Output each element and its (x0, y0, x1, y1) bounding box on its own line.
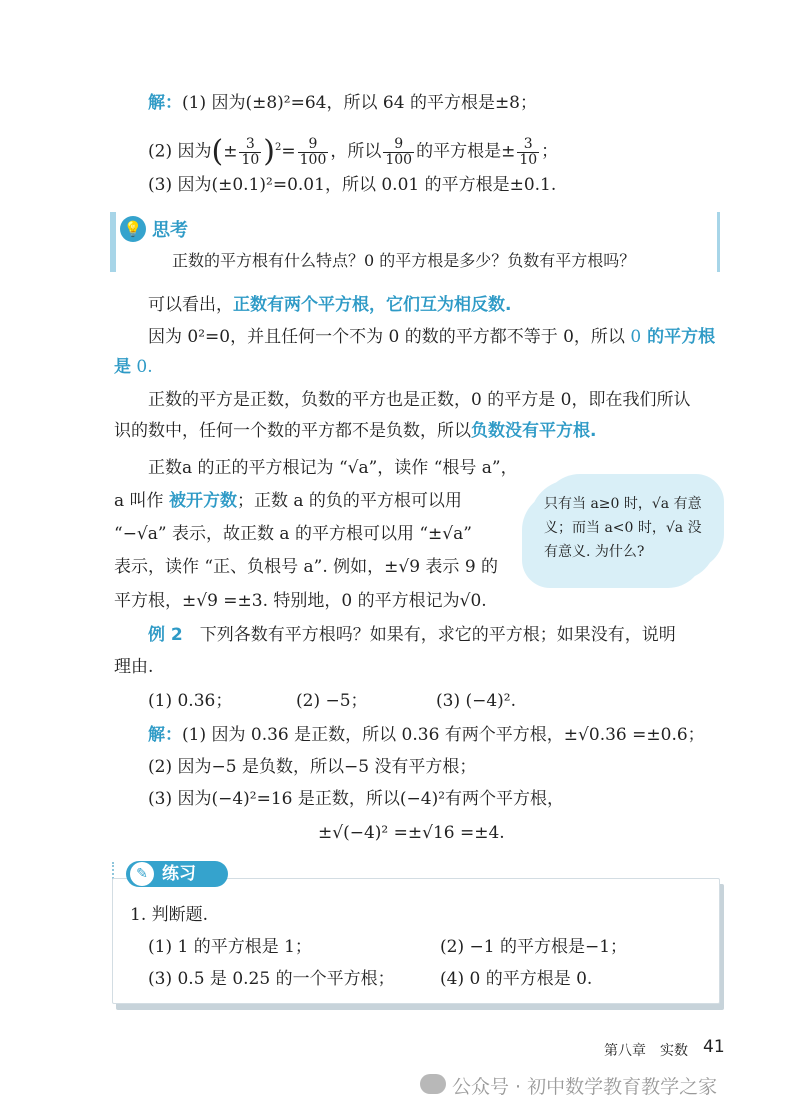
fraction-9-100-b: $\frac{9}{100}$ (385, 135, 413, 168)
practice-item-2: (2) −1 的平方根是−1； (440, 937, 628, 957)
practice-title: 练习 (162, 864, 196, 884)
think-box (110, 212, 720, 272)
chapter-label: 第八章 实数 (604, 1043, 688, 1059)
solution-label: 解： (148, 93, 182, 113)
example2-line1: 例 2 下列各数有平方根吗？如果有，求它的平方根；如果没有，说明 (148, 625, 676, 645)
para-2b: 是 0. (114, 357, 153, 377)
para-4c: “−√a” 表示，故正数 a 的平方根可以用 “±√a” (114, 524, 472, 544)
practice-question: 1. 判断题. (130, 905, 209, 925)
pencil-icon: ✎ (130, 862, 154, 886)
practice-item-1: (1) 1 的平方根是 1； (148, 937, 312, 957)
think-bar (110, 212, 116, 272)
example2-line2: 理由. (114, 657, 154, 677)
practice-item-3: (3) 0.5 是 0.25 的一个平方根； (148, 969, 395, 989)
example2-item-2: (2) −5； (296, 691, 368, 711)
practice-item-4: (4) 0 的平方根是 0. (440, 969, 593, 989)
note-text: 只有当 a≥0 时，√a 有意义；而当 a<0 时，√a 没有意义. 为什么? (544, 496, 702, 560)
watermark: 公众号 · 初中数学教育教学之家 (452, 1076, 718, 1098)
para-1: 可以看出，正数有两个平方根，它们互为相反数. (148, 295, 512, 315)
example-label: 例 2 (148, 625, 183, 645)
para-4b: a 叫作 被开方数；正数 a 的负的平方根可以用 (114, 491, 462, 511)
example2-item-1: (1) 0.36； (148, 691, 233, 711)
fraction-3-10: $\frac{3}{10}$ (241, 135, 260, 168)
wechat-icon (420, 1074, 446, 1094)
solution1-line1: 解：(1) 因为(±8)²=64，所以 64 的平方根是±8； (148, 93, 537, 113)
think-title: 思考 (152, 220, 188, 241)
example2-sol1: 解：(1) 因为 0.36 是正数，所以 0.36 有两个平方根，±√0.36 =±0.6； (148, 725, 705, 745)
para-4e: 平方根，±√9 =±3. 特别地，0 的平方根记为√0. (114, 591, 487, 611)
lightbulb-icon: 💡 (120, 216, 146, 242)
para-4a: 正数a 的正的平方根记为 “√a”，读作 “根号 a”， (148, 458, 518, 478)
para-2a: 因为 0²=0，并且任何一个不为 0 的数的平方都不等于 0，所以 0 的平方根 (148, 327, 716, 347)
example2-sol3: (3) 因为(−4)²=16 是正数，所以(−4)²有两个平方根， (148, 789, 565, 809)
solution1-line3: (3) 因为(±0.1)²=0.01，所以 0.01 的平方根是±0.1. (148, 175, 557, 195)
fraction-9-100: $\frac{9}{100}$ (299, 135, 327, 168)
think-right-bar (717, 212, 720, 272)
example2-sol2: (2) 因为−5 是负数，所以−5 没有平方根； (148, 757, 477, 777)
fraction-3-10-b: $\frac{3}{10}$ (519, 135, 538, 168)
para-3a: 正数的平方是正数，负数的平方也是正数，0 的平方是 0，即在我们所认 (148, 390, 691, 410)
para-4d: 表示，读作 “正、负根号 a”. 例如，±√9 表示 9 的 (114, 557, 499, 577)
page-number: 41 (703, 1037, 725, 1057)
solution1-line2: (2) 因为(± $\frac{3}{10}$ )$^2$= $\frac{9}{100}$ ，所以 $\frac{9}{100}$ 的平方根是± $\frac{3}{10}$ ； (148, 134, 559, 170)
example2-sol4: ±√(−4)² =±√16 =±4. (318, 823, 505, 843)
para-3b: 识的数中，任何一个数的平方都不是负数，所以负数没有平方根. (114, 421, 597, 441)
example2-item-3: (3) (−4)². (436, 691, 517, 711)
think-question: 正数的平方根有什么特点？0 的平方根是多少？负数有平方根吗？ (172, 251, 636, 270)
